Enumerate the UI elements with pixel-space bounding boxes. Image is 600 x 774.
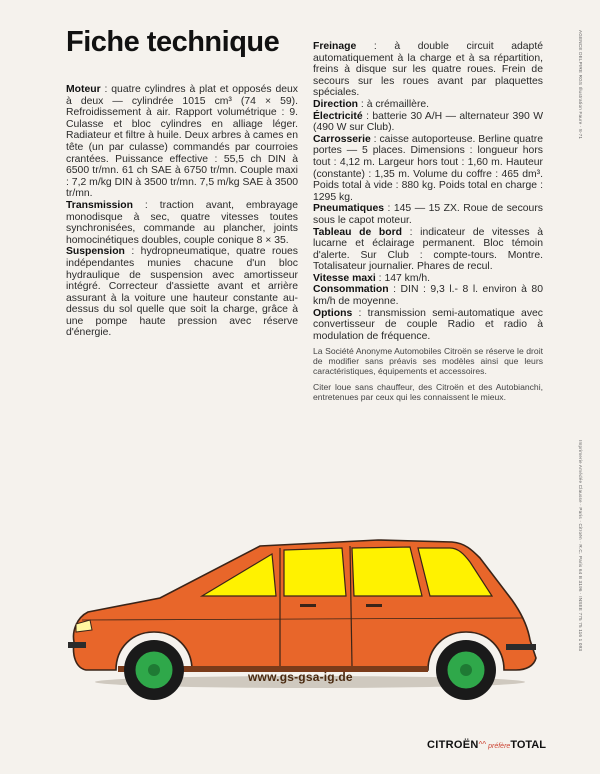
prefere-text: préfère	[488, 743, 511, 750]
front-wheel	[124, 640, 184, 700]
citroen-gs-illustration	[60, 532, 550, 712]
rear-bumper	[506, 644, 536, 650]
rear-door-window	[352, 547, 422, 596]
rear-wheel	[436, 640, 496, 700]
spec-text: : DIN : 9,3 l.- 8 l. environ à 80 km/h de moyenne.	[313, 284, 543, 308]
imprint-bottom: Imprimerie Amédée Clausse · Paris · Citroën · R.C. Paris 64 B 3196 · INSEE 775 75 116 1 093	[578, 440, 583, 652]
imprint-top: AGENCE DELPIRE RGS Illustration Faure · 8-71	[578, 30, 583, 140]
spec-pneumatiques	[313, 203, 543, 226]
vertical-imprint	[578, 30, 590, 750]
spec-carrosserie	[313, 134, 543, 204]
page-title: Fiche technique	[66, 26, 280, 58]
spec-text: : caisse autoporteuse. Berline quatre portes — 5 places. Dimensions : longueur hors tout : 4,12 m. Largeur hors tout : 1,60 m. Hauteur (constante) : 1,35 m. Volume du coffre : 465 dm³. Poids total à vide : 880 kg. Poids total en charge : 1295 kg.	[313, 133, 543, 203]
spec-moteur	[66, 84, 298, 200]
spec-text: : à double circuit adapté automatiquement à la charge et à sa répartition, freins à disque sur les quatre roues. Frein de secours sur les roues avant par plaquettes spéciales.	[313, 41, 543, 99]
website-watermark: www.gs-gsa-ig.de	[248, 670, 353, 684]
spec-freinage	[313, 41, 543, 99]
spec-label: Carrosserie	[313, 133, 371, 145]
spec-label: Consommation	[313, 284, 389, 296]
spec-label: Direction	[313, 98, 359, 110]
spec-text: : 145 — 15 ZX. Roue de secours sous le capot moteur.	[313, 203, 543, 226]
spec-vitesse-maxi	[313, 273, 543, 285]
spec-label: Vitesse maxi	[313, 272, 376, 284]
spec-label: Moteur	[66, 84, 101, 95]
front-bumper	[68, 642, 86, 648]
spec-text: : quatre cylindres à plat et opposés deux à deux — cylindrée 1015 cm³ (74 × 59). Refroidissement à air. Rapport volumétrique : 9. Culasse et bloc cylindres en alliage léger. Radiateur et filtre à huile. Deux arbres à cames en tête (un par culasse) commandés par courroies crantées. Puissance effective : 55,5 ch DIN à 6500 tr/mn. 61 ch SAE à 6750 tr/mn. Couple maxi : 7,2 m/kg DIN à 3500 tr/mn. 7,5 m/kg SAE à 3500 tr/mn.	[66, 84, 298, 200]
spec-text: : hydropneumatique, quatre roues indépendantes munies chacune d'un bloc hydraulique de suspension avec amortisseur intégré. Correcteur d'assiette avant et arrière assurant à la voiture une hauteur constante au-dessus du sol quelle que soit la charge, grâce à une pompe haute pression avec réserve d'énergie.	[66, 246, 298, 339]
spec-options	[313, 308, 543, 343]
spec-text: : traction avant, embrayage monodisque à sec, quatre vitesses toutes synchronisées, commande au plancher, joints homocinétiques doubles, couple conique 8 × 35.	[66, 199, 298, 246]
spec-label: Options	[313, 307, 353, 319]
spec-text: : 147 km/h.	[375, 272, 431, 284]
double-chevron-icon: ^^	[478, 740, 487, 749]
door-handle-rear	[366, 604, 382, 607]
rear-hub	[460, 664, 472, 676]
spec-text: : batterie 30 A/H — alternateur 390 W (490 W sur Club).	[313, 110, 543, 134]
front-hub	[148, 664, 160, 676]
spec-label: Freinage	[313, 41, 357, 52]
spec-direction	[313, 99, 543, 111]
spec-text: : transmission semi-automatique avec convertisseur de couple Radio et radio à modulation de fréquence.	[313, 307, 543, 342]
spec-label: Pneumatiques	[313, 203, 385, 215]
door-handle-front	[300, 604, 316, 607]
spec-label: Tableau de bord	[313, 226, 402, 238]
citroen-logo-text: CITROËN	[427, 739, 479, 751]
brand-signature	[427, 735, 546, 753]
right-spec-column	[313, 41, 543, 402]
spec-consommation	[313, 284, 543, 307]
front-door-window	[284, 548, 346, 596]
spec-text: : à crémaillère.	[358, 98, 430, 110]
spec-electricite	[313, 111, 543, 134]
spec-transmission	[66, 200, 298, 246]
spec-tableau-de-bord	[313, 227, 543, 273]
spec-text: : indicateur de vitesses à lucarne et éclairage permanent. Bloc témoin d'alerte. Sur Club : compte-tours. Montre. Totalisateur journalier. Phares de recul.	[313, 226, 543, 273]
left-spec-column	[66, 84, 298, 339]
rental-note: Citer loue sans chauffeur, des Citroën et des Autobianchi, entretenues par ceux qui les connaissent le mieux.	[313, 382, 543, 403]
total-logo-text: TOTAL	[510, 739, 546, 751]
spec-label: Suspension	[66, 246, 125, 258]
spec-suspension	[66, 246, 298, 339]
spec-label: Électricité	[313, 110, 363, 122]
spec-label: Transmission	[66, 199, 133, 211]
legal-note: La Société Anonyme Automobiles Citroën se réserve le droit de modifier sans préavis ses modèles ainsi que leurs caractéristiques, équipements et accessoires.	[313, 346, 543, 377]
